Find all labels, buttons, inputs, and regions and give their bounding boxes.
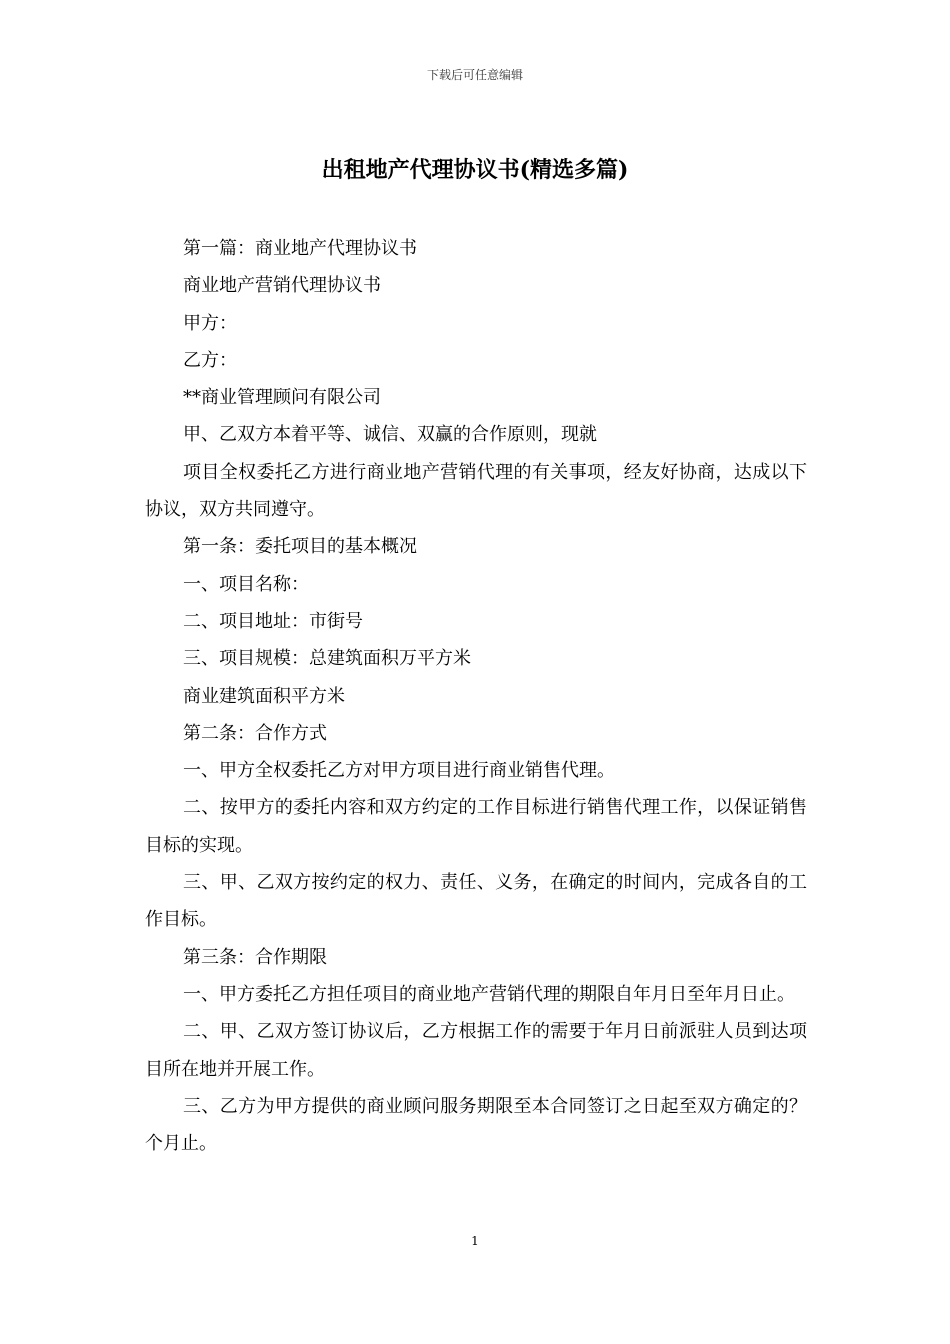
- paragraph: 一、甲方全权委托乙方对甲方项目进行商业销售代理。: [183, 760, 615, 782]
- header-note: 下载后可任意编辑: [426, 68, 523, 82]
- paragraph: 甲、乙双方本着平等、诚信、双赢的合作原则，现就: [183, 424, 597, 446]
- paragraph: 第二条：合作方式: [183, 722, 327, 744]
- paragraph: 乙方：: [183, 349, 237, 371]
- paragraph: 一、甲方委托乙方担任项目的商业地产营销代理的期限自年月日至年月日止。: [183, 983, 795, 1005]
- paragraph: 三、甲、乙双方按约定的权力、责任、义务，在确定的时间内，完成各自的工作目标。: [145, 872, 807, 931]
- paragraph: 第一条：委托项目的基本概况: [183, 536, 417, 558]
- document-title: 出租地产代理协议书(精选多篇): [321, 157, 629, 183]
- paragraph: 第三条：合作期限: [183, 946, 327, 968]
- paragraph: **商业管理顾问有限公司: [183, 387, 381, 409]
- paragraph: 项目全权委托乙方进行商业地产营销代理的有关事项，经友好协商，达成以下协议，双方共同遵守。: [145, 461, 807, 521]
- paragraph: 三、项目规模：总建筑面积万平方米: [183, 648, 471, 670]
- paragraph: 二、项目地址：市街号: [183, 610, 363, 632]
- paragraph: 第一篇：商业地产代理协议书: [183, 238, 417, 259]
- document-body: [145, 230, 807, 1162]
- paragraph: 二、按甲方的委托内容和双方约定的工作目标进行销售代理工作，以保证销售目标的实现。: [145, 797, 807, 856]
- paragraph: 一、项目名称：: [183, 573, 309, 595]
- page-number: 1: [471, 1234, 479, 1248]
- paragraph: 二、甲、乙双方签订协议后，乙方根据工作的需要于年月日前派驻人员到达项目所在地并开展工作。: [145, 1021, 807, 1080]
- paragraph: 三、乙方为甲方提供的商业顾问服务期限至本合同签订之日起至双方确定的？个月止。: [145, 1095, 807, 1155]
- paragraph: 商业地产营销代理协议书: [183, 275, 381, 297]
- paragraph: 甲方：: [183, 312, 237, 334]
- paragraph: 商业建筑面积平方米: [183, 685, 345, 707]
